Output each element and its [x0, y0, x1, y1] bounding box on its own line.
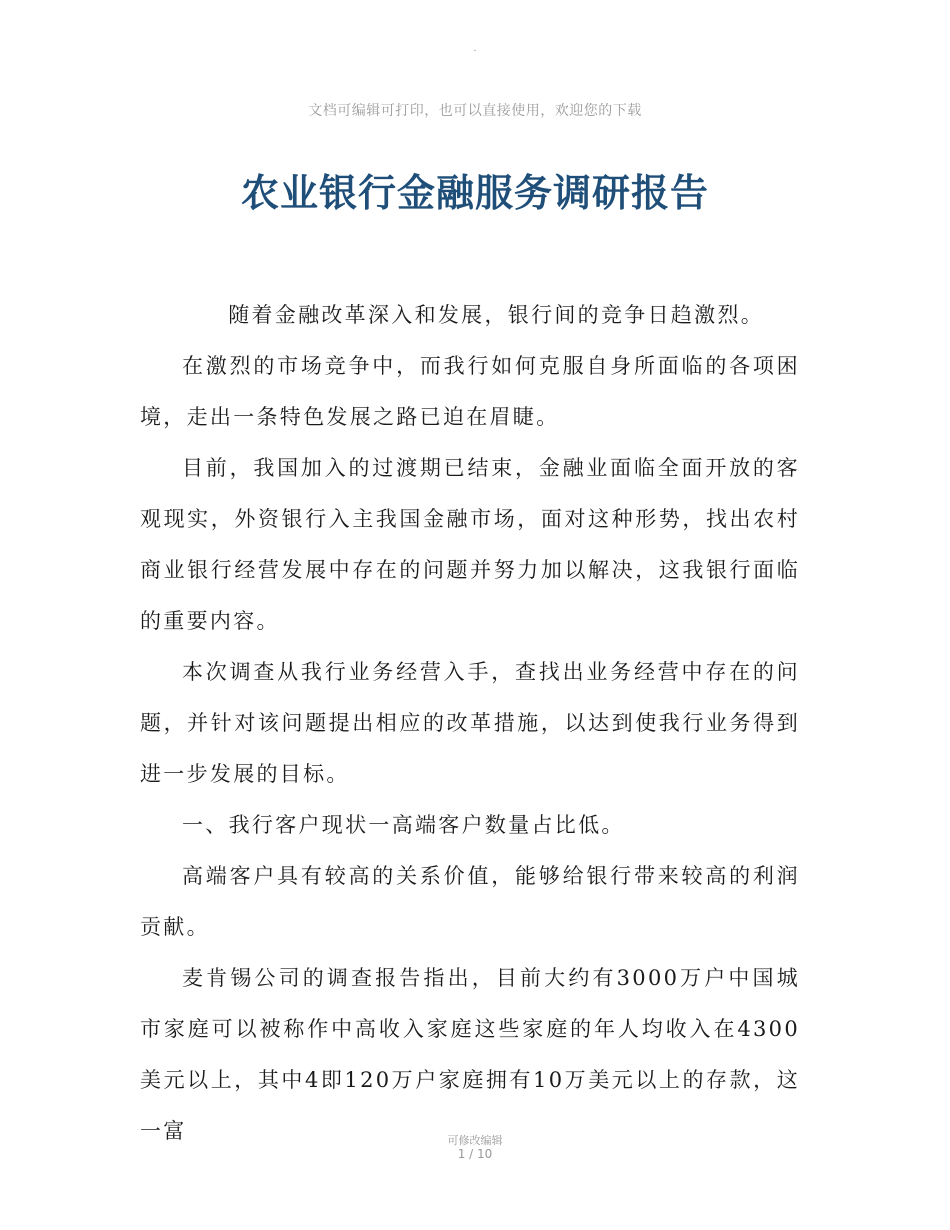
document-title: 农业银行金融服务调研报告	[240, 170, 709, 215]
paragraph: 高端客户具有较高的关系价值，能够给银行带来较高的利润贡献。	[140, 864, 800, 939]
paragraph: 在激烈的市场竞争中，而我行如何克服自身所面临的各项困境，走出一条特色发展之路已迫在眉睫。	[140, 354, 800, 429]
paragraph: 麦肯锡公司的调查报告指出，目前大约有3000万户中国城市家庭可以被称作中高收入家庭这些家庭的年人均收入在4300美元以上，其中4即120万户家庭拥有10万美元以上的存款，这一富	[140, 966, 800, 1143]
page-number: 1 / 10	[457, 1147, 493, 1161]
top-mark: ·	[473, 46, 477, 57]
footer-note: 可修改编辑	[447, 1134, 503, 1147]
paragraph: 本次调查从我行业务经营入手，查找出业务经营中存在的问题，并针对该问题提出相应的改革措施，以达到使我行业务得到进一步发展的目标。	[140, 660, 800, 786]
section-heading-paragraph: 一、我行客户现状一高端客户数量占比低。	[182, 813, 625, 837]
header-note: 文档可编辑可打印，也可以直接使用，欢迎您的下载	[308, 103, 642, 119]
document-body	[140, 290, 800, 1157]
paragraph: 随着金融改革深入和发展，银行间的竞争日趋激烈。	[228, 303, 765, 327]
paragraph: 目前，我国加入的过渡期已结束，金融业面临全面开放的客观现实，外资银行入主我国金融市场，面对这种形势，找出农村商业银行经营发展中存在的问题并努力加以解决，这我银行面临的重要内容。	[140, 456, 800, 633]
